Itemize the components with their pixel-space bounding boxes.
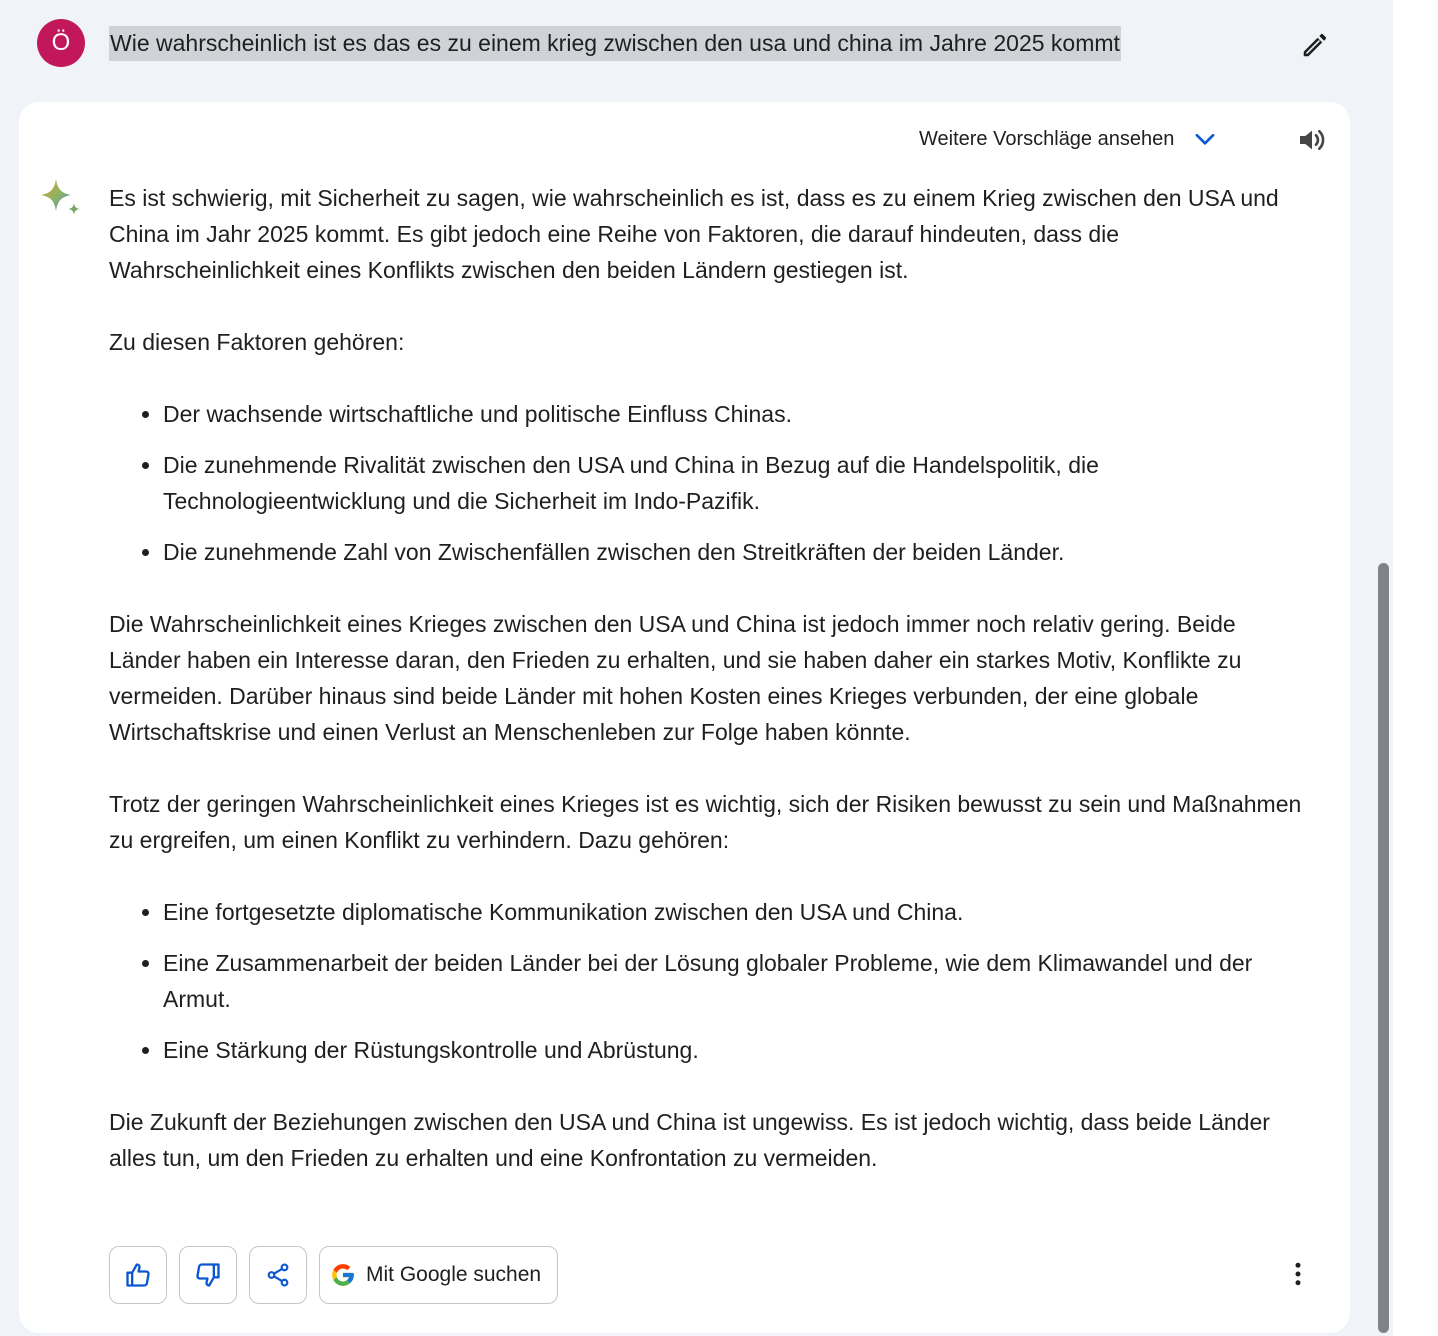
user-prompt-text: Wie wahrscheinlich ist es das es zu einem krieg zwischen den usa und china im Jahre 2025 kommt: [109, 26, 1121, 61]
response-actions: [109, 1246, 558, 1304]
gemini-sparkle-icon: [38, 177, 84, 223]
response-text: [109, 180, 1309, 1212]
response-paragraph: Trotz der geringen Wahrscheinlichkeit eines Krieges ist es wichtig, sich der Risiken bewusst zu sein und Maßnahmen zu ergreifen, um einen Konflikt zu verhindern. Dazu gehören:: [109, 791, 1302, 853]
list-item: • Der wachsende wirtschaftliche und politische Einfluss Chinas.: [163, 396, 1309, 432]
response-conclusion: Die Zukunft der Beziehungen zwischen den USA und China ist ungewiss. Es ist jedoch wichtig, dass beide Länder alles tun, um den Frieden zu erhalten und eine Konfrontation zu vermeiden.: [109, 1109, 1270, 1171]
google-g-icon: [330, 1262, 356, 1288]
share-icon: [265, 1262, 291, 1288]
thumbs-down-button[interactable]: [179, 1246, 237, 1304]
user-avatar[interactable]: Ö: [37, 19, 85, 67]
list-item: • Eine fortgesetzte diplomatische Kommunikation zwischen den USA und China.: [163, 894, 1309, 930]
response-intro: Es ist schwierig, mit Sicherheit zu sagen, wie wahrscheinlich es ist, dass es zu einem Krieg zwischen den USA und China im Jahr 2025 kommt. Es gibt jedoch eine Reihe von Faktoren, die darauf hindeuten, dass die Wahrscheinlichkeit eines Konflikts zwischen den beiden Ländern gestiegen ist.: [109, 185, 1279, 283]
factors-list: [109, 396, 1309, 570]
scrollbar-track[interactable]: [1393, 0, 1438, 1336]
edit-prompt-button[interactable]: [1293, 23, 1337, 67]
google-search-button[interactable]: [319, 1246, 558, 1304]
measures-list: [109, 894, 1309, 1068]
list-item: • Eine Zusammenarbeit der beiden Länder bei der Lösung globaler Probleme, wie dem Klimawandel und der Armut.: [163, 945, 1309, 1017]
list-item: • Eine Stärkung der Rüstungskontrolle und Abrüstung.: [163, 1032, 1309, 1068]
more-vertical-icon: [1283, 1259, 1313, 1289]
scrollbar-thumb[interactable]: [1378, 563, 1389, 1333]
thumbs-up-button[interactable]: [109, 1246, 167, 1304]
thumbs-up-icon: [124, 1261, 152, 1289]
chevron-down-icon: [1192, 126, 1218, 152]
google-search-label: Mit Google suchen: [366, 1263, 542, 1286]
thumbs-down-icon: [194, 1261, 222, 1289]
factors-heading: Zu diesen Faktoren gehören:: [109, 329, 405, 355]
listen-button[interactable]: [1290, 118, 1334, 162]
pencil-icon: [1300, 30, 1330, 60]
list-item: • Die zunehmende Zahl von Zwischenfällen zwischen den Streitkräften der beiden Länder.: [163, 534, 1309, 570]
list-item: • Die zunehmende Rivalität zwischen den USA und China in Bezug auf die Handelspolitik, die Technologieentwicklung und die Sicherheit im Indo-Pazifik.: [163, 447, 1309, 519]
show-drafts-label: Weitere Vorschläge ansehen: [919, 127, 1175, 150]
more-options-button[interactable]: [1276, 1252, 1320, 1296]
show-drafts-button[interactable]: [919, 120, 1218, 158]
response-paragraph: Die Wahrscheinlichkeit eines Krieges zwischen den USA und China ist jedoch immer noch relativ gering. Beide Länder haben ein Interesse daran, den Frieden zu erhalten, und sie haben daher ein starkes Motiv, Konflikte zu vermeiden. Darüber hinaus sind beide Länder mit hohen Kosten eines Krieges verbunden, der eine globale Wirtschaftskrise und einen Verlust an Menschenleben zur Folge haben könnte.: [109, 611, 1242, 745]
share-button[interactable]: [249, 1246, 307, 1304]
speaker-icon: [1296, 124, 1328, 156]
